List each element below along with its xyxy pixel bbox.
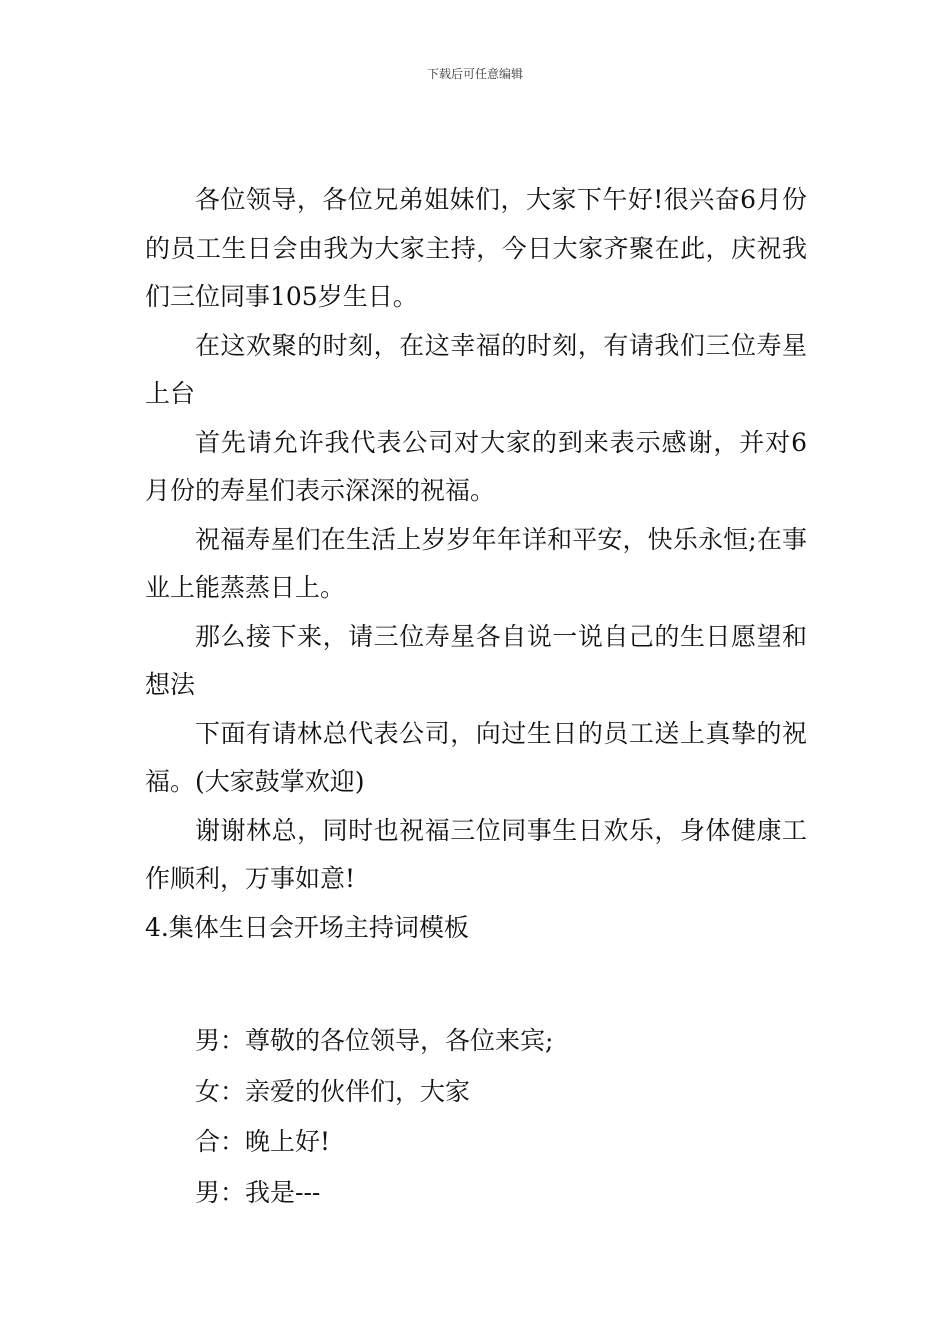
section-heading: 4.集体生日会开场主持词模板	[145, 912, 469, 942]
dialog-line-together: 合：晚上好!	[195, 1127, 331, 1156]
dialog-line-male-1: 男：尊敬的各位领导，各位来宾;	[195, 1026, 554, 1055]
paragraph-invite-stars: 在这欢聚的时刻，在这幸福的时刻，有请我们三位寿星上台	[145, 330, 807, 408]
document-body	[145, 176, 807, 1218]
paragraph-manager: 下面有请林总代表公司，向过生日的员工送上真挚的祝福。(大家鼓掌欢迎)	[145, 718, 807, 796]
paragraph-opening: 各位领导，各位兄弟姐妹们，大家下午好!很兴奋6月份的员工生日会由我为大家主持，今日大家齐聚在此，庆祝我们三位同事105岁生日。	[145, 185, 807, 311]
paragraph-blessing: 祝福寿星们在生活上岁岁年年详和平安，快乐永恒;在事业上能蒸蒸日上。	[145, 524, 807, 602]
dialog-line-female-1: 女：亲爱的伙伴们，大家	[195, 1076, 471, 1106]
paragraph-thanks: 首先请允许我代表公司对大家的到来表示感谢，并对6月份的寿星们表示深深的祝福。	[145, 427, 807, 505]
dialog-line-male-2: 男：我是---	[195, 1177, 321, 1207]
page-header: 下载后可任意编辑	[426, 67, 523, 81]
section-gap	[145, 952, 807, 1016]
paragraph-wishes: 那么接下来，请三位寿星各自说一说自己的生日愿望和想法	[145, 621, 807, 699]
paragraph-closing: 谢谢林总，同时也祝福三位同事生日欢乐，身体健康工作顺利，万事如意!	[145, 815, 807, 893]
